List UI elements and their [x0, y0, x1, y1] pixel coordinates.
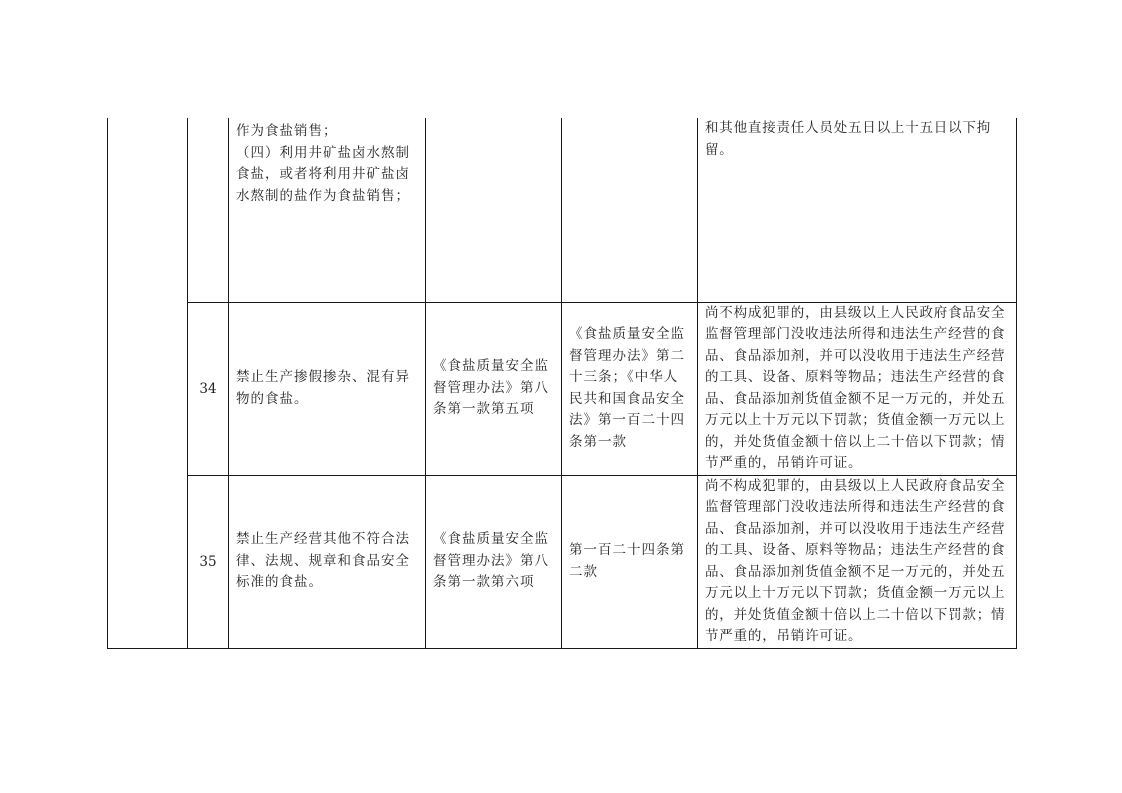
category-cell	[108, 118, 188, 648]
number-cell: 35	[188, 475, 229, 648]
regulation-table	[107, 118, 1017, 649]
basis-cell	[426, 302, 562, 475]
table-row	[108, 475, 1017, 648]
penalty-basis-cell	[562, 302, 698, 475]
table-row-continued	[108, 118, 1017, 302]
table-row	[108, 302, 1017, 475]
penalty-basis-text: 第一百二十四条第二款	[569, 542, 685, 580]
number-cell: 34	[188, 302, 229, 475]
penalty-text: 和其他直接责任人员处五日以上十五日以下拘留。	[705, 120, 991, 158]
penalty-basis-cell	[562, 475, 698, 648]
item-cell	[229, 475, 426, 648]
basis-cell	[426, 475, 562, 648]
number-cell	[188, 118, 229, 302]
penalty-text: 尚不构成犯罪的，由县级以上人民政府食品安全监督管理部门没收违法所得和违法生产经营的食品、食品添加剂，并可以没收用于违法生产经营的工具、设备、原料等物品；违法生产经营的食品、食品添加剂货值金额不足一万元的，并处五万元以上十万元以下罚款；货值金额一万元以上的，并处货值金额十倍以上二十倍以下罚款；情节严重的，吊销许可证。	[705, 477, 1006, 644]
item-text: 禁止生产掺假掺杂、混有异物的食盐。	[236, 369, 410, 407]
penalty-basis-text	[562, 118, 697, 121]
basis-text: 《食盐质量安全监督管理办法》第八条第一款第五项	[433, 358, 549, 418]
item-text: 禁止生产经营其他不符合法律、法规、规章和食品安全标准的食盐。	[236, 531, 410, 591]
penalty-text: 尚不构成犯罪的，由县级以上人民政府食品安全监督管理部门没收违法所得和违法生产经营的食品、食品添加剂，并可以没收用于违法生产经营的工具、设备、原料等物品；违法生产经营的食品、食品添加剂货值金额不足一万元的，并处五万元以上十万元以下罚款；货值金额一万元以上的，并处货值金额十倍以上二十倍以下罚款；情节严重的，吊销许可证。	[705, 304, 1006, 471]
item-cell	[229, 302, 426, 475]
penalty-basis-cell	[562, 118, 698, 302]
penalty-cell	[698, 475, 1017, 648]
basis-text	[426, 118, 561, 121]
penalty-basis-text: 《食盐质量安全监督管理办法》第二十三条；《中华人民共和国食品安全法》第一百二十四条第一款	[569, 326, 685, 450]
basis-cell	[426, 118, 562, 302]
penalty-cell	[698, 302, 1017, 475]
item-text: 作为食盐销售； （四）利用井矿盐卤水熬制食盐，或者将利用井矿盐卤水熬制的盐作为食盐销售；	[236, 123, 410, 204]
penalty-cell	[698, 118, 1017, 302]
basis-text: 《食盐质量安全监督管理办法》第八条第一款第六项	[433, 531, 549, 591]
item-cell	[229, 118, 426, 302]
